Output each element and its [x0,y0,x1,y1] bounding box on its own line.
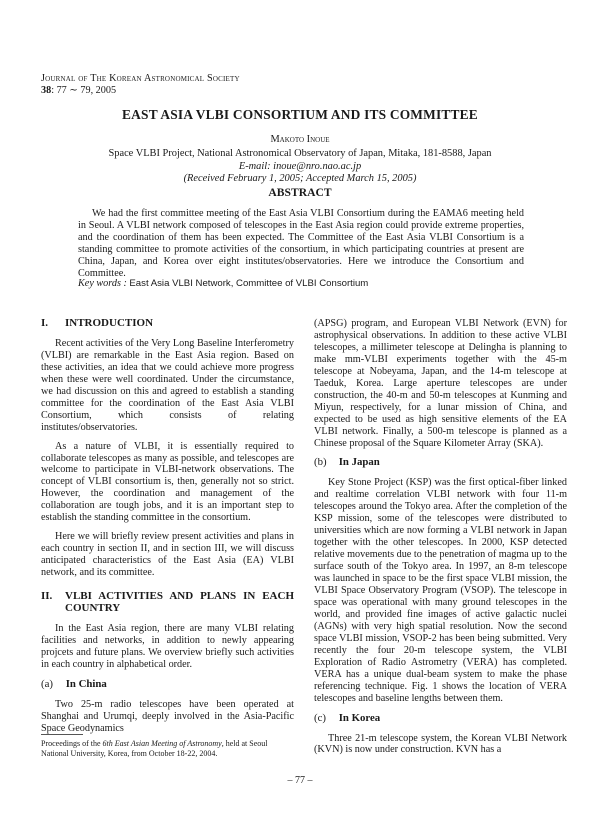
subsection-title: In China [65,677,107,690]
paragraph: Key Stone Project (KSP) was the first optical-fiber linked and realtime correlation VLBI network with four 11-m telescopes around the Tokyo area. After the completion of the KSP mission, some of the telescopes were distributed to universities which are now forming a VLBI network in Japan together with the other telescopes. In 2000, KSP detected relative movements due to the penetration of magma up to the surface south of the Tokyo area. In 1997, an 8-m telescope was launched in space to be the first space VLBI mission, the VLBI Space Observatory Program (VSOP). The telescope in space was operational with many ground telescopes in the world, and provided fine images of active galactic nuclei (AGNs) with very high spatial resolution. Now the second space VLBI mission, VSOP-2 has been being submitted. Very recently the four 20-m telescope system, the VLBI Exploration of Radio Astrometry (VERA) has completed. VERA has a unique dual-beam system to make the phase referencing technique. Fig. 1 shows the location of VERA telescopes and baseline lengths between them. [314,477,567,704]
paragraph: (APSG) program, and European VLBI Network (EVN) for astrophysical observations. In addition to these active VLBI telescopes, a millimeter telescope at Delingha is planning to make mm-VLBI experiments together with the 45-m telescope at Nobeyama, Japan, and the 14-m telescope at Taeduk, Korea. Large aperture telescopes are under construction, the 40-m and 50-m telescopes at Kunming and Miyun, respectively, for a lunar mission of China, and expected to be used as high sensitive elements of the EA VLBI network. Finally, a 500-m telescope is planned as a Chinese proposal of the Square Kilometer Array (SKA). [314,318,567,449]
subsection-title: In Japan [338,456,380,469]
section-title: VLBI ACTIVITIES AND PLANS IN EACH COUNTRY [65,590,294,615]
abstract-heading: ABSTRACT [268,186,332,199]
footnote-suffix: , held at Seoul National University, Korea, from October 18-22, 2004. [41,739,268,758]
subsection-label: (c) [314,711,326,724]
email: E-mail: inoue@nro.nao.ac.jp [238,160,362,172]
subsection-title: In Korea [338,711,381,724]
affiliation: Space VLBI Project, National Astronomical Observatory of Japan, Mitaka, 181-8588, Japan [108,148,492,159]
journal-header [41,73,240,97]
keywords [78,278,528,290]
abstract-text: We had the first committee meeting of the East Asia VLBI Consortium during the EAMA6 meeting held in Seoul. A VLBI network composed of telescopes in the East Asia region could provide extreme properties, and the coordination of them has been expected. The Committee of the East Asia VLBI Consortium is a standing committee to promote activities of the consortium, in which participating countries at present are China, Japan, and Korea over eight institutes/observatories. Here we introduce the Consortium and Committee. [78,208,524,279]
journal-pages: : 77 ∼ 79, 2005 [51,85,117,96]
section-heading-intro [41,318,294,330]
subsection-label: (a) [41,677,53,690]
subsection-heading-japan [314,457,567,469]
page-number: – 77 – [287,775,313,786]
footnote-rule [41,734,83,735]
journal-volume: 38 [41,85,52,96]
journal-name: Journal of The Korean Astronomical Society [41,73,240,84]
paragraph: Two 25-m radio telescopes have been operated at Shanghai and Urumqi, deeply involved in the Asia-Pacific Space Geodynamics [41,698,294,734]
left-column [41,318,294,742]
section-title: INTRODUCTION [65,317,154,329]
keywords-label: Key words : [78,278,127,289]
paragraph: Here we will briefly review present activities and plans in each country in section II, and in section III, we will discuss anticipated characteristics of the East Asia (EA) VLBI network, and its committee. [41,531,294,579]
author-affiliation-block [0,148,600,186]
keywords-value: East Asia VLBI Network, Committee of VLBI Consortium [129,278,369,289]
subsection-heading-china [41,679,294,691]
paper-title: EAST ASIA VLBI CONSORTIUM AND ITS COMMITTEE [122,107,478,122]
section-number: I. [41,317,49,329]
section-number: II. [41,590,53,603]
paragraph: Three 21-m telescope system, the Korean VLBI Network (KVN) is now under construction. KVN has a [314,732,567,756]
footnote-meeting: 6th East Asian Meeting of Astronomy [102,739,222,748]
author-name: Makoto Inoue [270,134,330,145]
footnote [41,734,294,759]
journal-citation [41,85,240,97]
subsection-heading-korea [314,713,567,725]
paragraph: As a nature of VLBI, it is essentially required to collaborate telescopes as many as possible, and telescopes are welcome to participate in VLBI-network observations. The concept of VLBI consortium is, then, generally not so strict. However, the coordination and management of the collaboration are tough jobs, and it is an important step to establish the standing committee in the consortium. [41,440,294,524]
subsection-label: (b) [314,456,327,469]
received-dates: (Received February 1, 2005; Accepted March 15, 2005) [183,173,417,185]
section-heading-activities [41,591,294,615]
right-column [314,318,567,763]
paragraph: Recent activities of the Very Long Baseline Interferometry (VLBI) are remarkable in the East Asia region. Based on these activities, an idea that we could achieve more progress when these were well coordinated. Under the circumstance, we had discussion on this and agreed to establish a standing committee for the coordination of the East Asia VLBI Consortium, which consists of relating institutes/observatories. [41,337,294,433]
footnote-prefix: Proceedings of the [41,739,103,748]
paragraph: In the East Asia region, there are many VLBI relating facilities and networks, in addition to newly appearing projcets and future plans. We overview briefly such activities in each country in alphabetical order. [41,622,294,670]
